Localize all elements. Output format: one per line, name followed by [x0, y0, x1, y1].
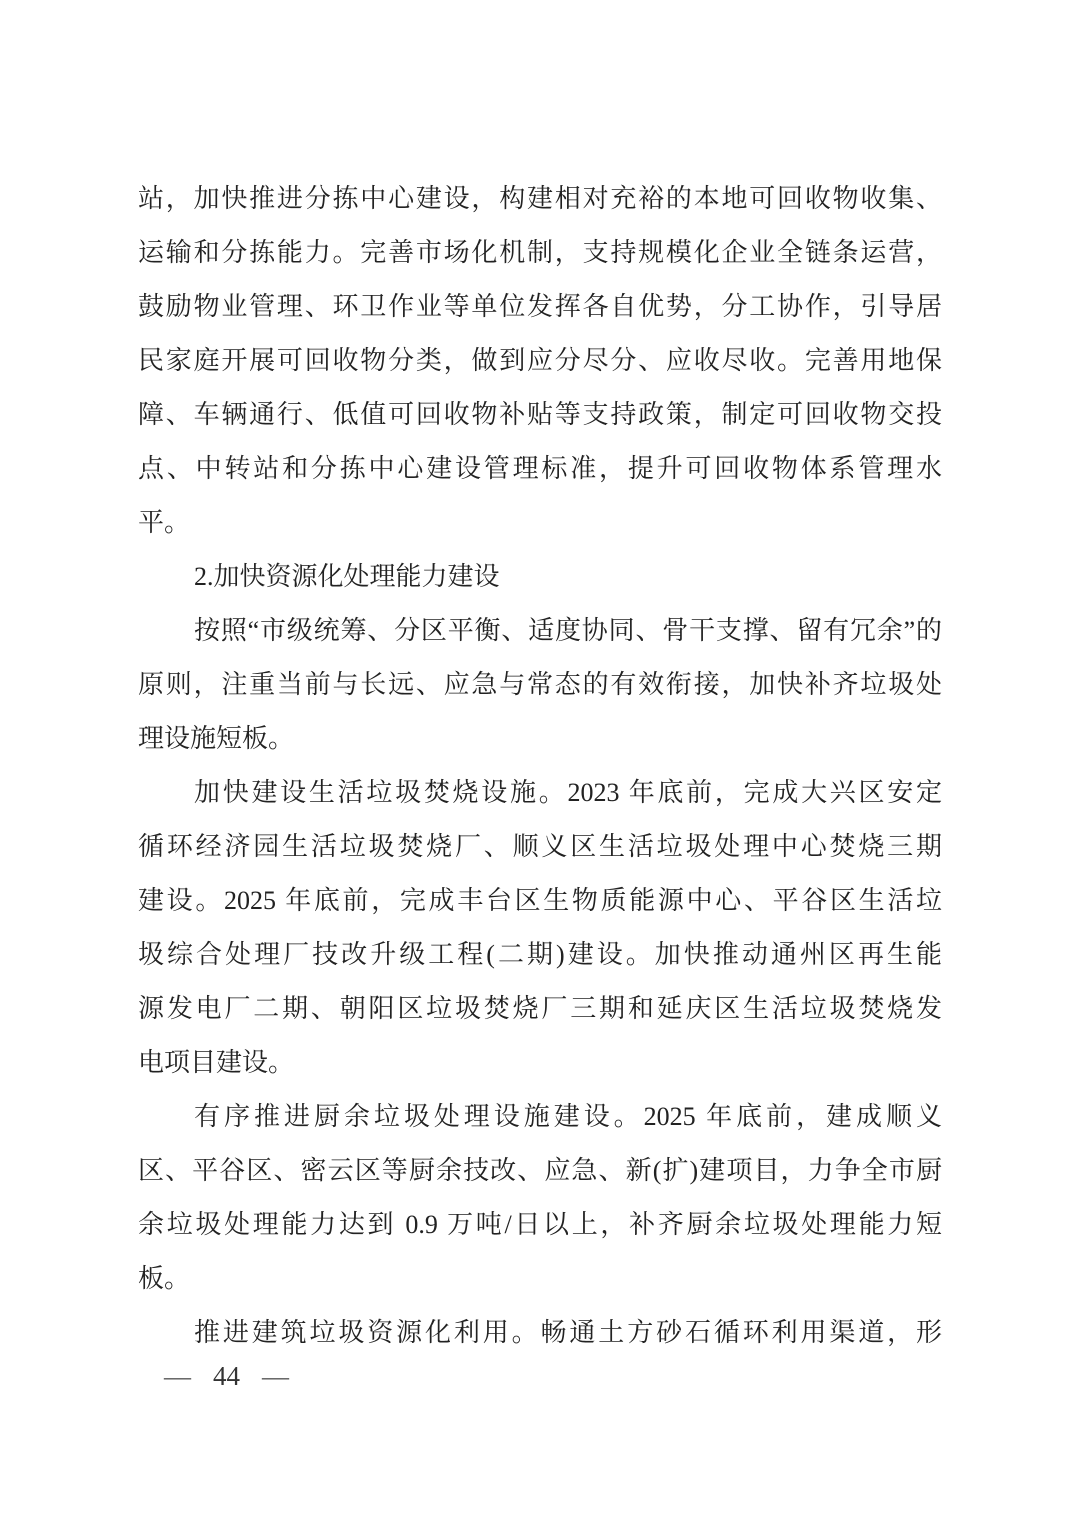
section-heading-2: 2.加快资源化处理能力建设	[194, 562, 500, 591]
footer-left-dash: —	[164, 1361, 191, 1391]
text-line: 站，加快推进分拣中心建设，构建相对充裕的本地可回收物收集、	[138, 184, 942, 213]
text-line: 点、中转站和分拣中心建设管理标准，提升可回收物体系管理水	[138, 454, 942, 483]
text-line: 障、车辆通行、低值可回收物补贴等支持政策，制定可回收物交投	[138, 400, 942, 429]
page-body-text	[138, 172, 942, 1360]
page-number-footer	[164, 1354, 289, 1398]
text-line: 按照“市级统筹、分区平衡、适度协同、骨干支撑、留有冗余”的	[194, 616, 942, 645]
text-line: 鼓励物业管理、环卫作业等单位发挥各自优势，分工协作，引导居	[138, 292, 942, 321]
text-line: 加快建设生活垃圾焚烧设施。2023 年底前，完成大兴区安定	[194, 778, 942, 807]
page-number: 44	[213, 1361, 240, 1391]
text-line: 区、平谷区、密云区等厨余技改、应急、新(扩)建项目，力争全市厨	[138, 1156, 942, 1185]
text-line: 理设施短板。	[138, 724, 295, 753]
text-line: 板。	[138, 1264, 191, 1293]
text-line: 民家庭开展可回收物分类，做到应分尽分、应收尽收。完善用地保	[138, 346, 942, 375]
text-line: 圾综合处理厂技改升级工程(二期)建设。加快推动通州区再生能	[138, 940, 942, 969]
text-line: 平。	[138, 508, 191, 537]
text-line: 源发电厂二期、朝阳区垃圾焚烧厂三期和延庆区生活垃圾焚烧发	[138, 994, 942, 1023]
text-line: 原则，注重当前与长远、应急与常态的有效衔接，加快补齐垃圾处	[138, 670, 942, 699]
text-line: 循环经济园生活垃圾焚烧厂、顺义区生活垃圾处理中心焚烧三期	[138, 832, 942, 861]
text-line: 余垃圾处理能力达到 0.9 万吨/日以上，补齐厨余垃圾处理能力短	[138, 1210, 942, 1239]
text-line: 建设。2025 年底前，完成丰台区生物质能源中心、平谷区生活垃	[138, 886, 942, 915]
text-line: 有序推进厨余垃圾处理设施建设。2025 年底前，建成顺义	[194, 1102, 942, 1131]
text-line: 推进建筑垃圾资源化利用。畅通土方砂石循环利用渠道，形	[194, 1318, 942, 1347]
text-line: 运输和分拣能力。完善市场化机制，支持规模化企业全链条运营，	[138, 238, 942, 267]
footer-right-dash: —	[262, 1361, 289, 1391]
text-line: 电项目建设。	[138, 1048, 295, 1077]
